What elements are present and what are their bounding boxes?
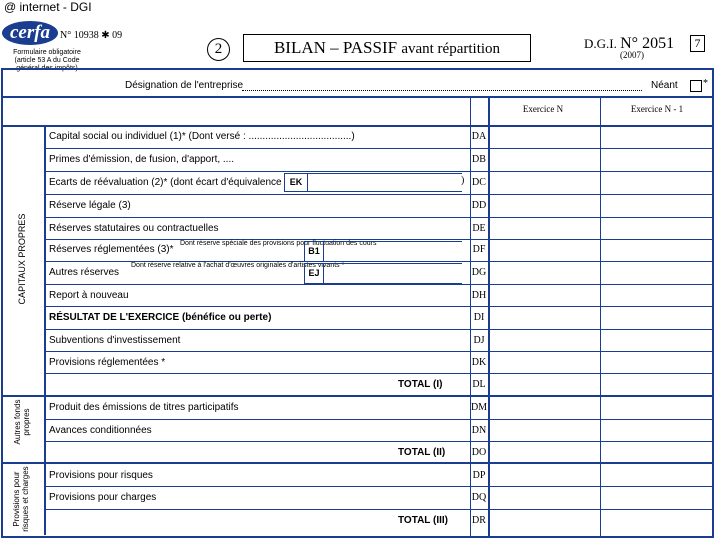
row-label-dm: Produit des émissions de titres participatifs: [49, 402, 239, 413]
code-box-ej: EJ: [304, 263, 324, 284]
ej-field[interactable]: [322, 263, 462, 284]
row-label-dj: Subventions d'investissement: [49, 335, 181, 346]
code-dm: DM: [470, 402, 488, 413]
divider: [1, 96, 714, 98]
divider: [1, 125, 714, 127]
ek-paren: ): [461, 175, 465, 186]
code-dh: DH: [471, 290, 487, 301]
row-line: [44, 217, 714, 218]
neant-label: Néant: [651, 80, 678, 91]
column-exercice-n1: Exercice N - 1: [630, 104, 684, 114]
row-label-da: Capital social ou individuel (1)* (Dont versé : .....................................): [49, 131, 355, 142]
section-separator: [1, 462, 714, 464]
row-line: [44, 171, 714, 172]
row-label-dq: Provisions pour charges: [49, 492, 157, 503]
top-note: @ internet - DGI: [4, 0, 92, 14]
form-box: 7: [690, 35, 705, 52]
row-label-dg: Autres réserves: [49, 267, 120, 278]
code-dc: DC: [472, 177, 486, 188]
row-line: [44, 351, 714, 352]
code-da: DA: [471, 131, 487, 142]
code-di: DI: [473, 312, 485, 323]
section-capitaux: CAPITAUX PROPRES: [17, 213, 27, 305]
df-note: Dont réserve spéciale des provisions pour fluctuation des cours: [180, 240, 377, 247]
title-box: [243, 34, 531, 62]
circle-number: 2: [207, 38, 230, 61]
section-autres-fonds: Autres fonds propres: [13, 399, 31, 445]
code-dl: DL: [472, 379, 486, 390]
designation-label: Désignation de l'entreprise: [125, 80, 244, 91]
column-divider: [600, 96, 601, 536]
row-line: [44, 239, 714, 240]
row-line: [44, 194, 714, 195]
total-ii: TOTAL (II): [398, 447, 446, 458]
cerfa-logo: cerfa: [2, 21, 58, 45]
cerfa-note: Formulaire obligatoire (article 53 A du Code général des impôts): [13, 49, 81, 72]
code-dg: DG: [471, 267, 487, 278]
cerfa-number: N° 10938 ✱ 09: [60, 30, 123, 41]
dg-note: Dont réserve relative à l'achat d'œuvres originales d'artistes vivants *: [131, 262, 345, 269]
row-line: [44, 419, 714, 420]
row-line: [44, 284, 714, 285]
row-label-db: Primes d'émission, de fusion, d'apport, ....: [49, 154, 235, 165]
row-line: [44, 329, 714, 330]
code-do: DO: [471, 447, 487, 458]
title-main: BILAN – PASSIF: [273, 38, 398, 57]
code-db: DB: [472, 154, 486, 165]
row-line: [44, 306, 714, 307]
section-provisions: Provisions pour risques et charges: [12, 466, 30, 532]
row-label-dn: Avances conditionnées: [49, 425, 152, 436]
row-line: [44, 486, 714, 487]
b1-field[interactable]: [322, 241, 462, 262]
code-dn: DN: [471, 425, 487, 436]
row-label-dh: Report à nouveau: [49, 290, 129, 301]
row-label-dc: Ecarts de réévaluation (2)* (dont écart d'équivalence: [49, 177, 282, 188]
title-sub: avant répartition: [401, 41, 501, 57]
code-dp: DP: [472, 470, 486, 481]
row-label-df: Réserves réglementées (3)*: [49, 244, 174, 255]
section-separator: [1, 395, 714, 397]
row-line: [44, 373, 714, 374]
code-dd: DD: [471, 200, 487, 211]
code-de: DE: [472, 223, 486, 234]
row-label-de: Réserves statutaires ou contractuelles: [49, 223, 219, 234]
neant-checkbox[interactable]: [690, 80, 702, 92]
column-divider: [488, 96, 490, 536]
row-label-dp: Provisions pour risques: [49, 470, 153, 481]
dgi-number: N° 2051: [620, 35, 675, 52]
code-df: DF: [472, 244, 486, 255]
code-dk: DK: [471, 357, 487, 368]
code-dj: DJ: [473, 335, 485, 346]
total-i: TOTAL (I): [398, 379, 443, 390]
code-box-ek: EK: [284, 173, 308, 192]
ek-field[interactable]: [306, 173, 465, 192]
code-dq: DQ: [471, 492, 487, 503]
column-exercice-n: Exercice N: [522, 104, 564, 114]
dgi-label: D.G.I.: [584, 36, 617, 51]
row-label-di: RÉSULTAT DE L'EXERCICE (bénéfice ou perte): [49, 312, 272, 323]
total-iii: TOTAL (III): [398, 515, 448, 526]
form-year: (2007): [620, 50, 644, 60]
section-divider: [44, 125, 46, 535]
designation-field[interactable]: [242, 90, 642, 91]
code-dr: DR: [472, 515, 486, 526]
code-box-b1: B1: [304, 241, 324, 262]
row-line: [44, 148, 714, 149]
row-line: [44, 509, 714, 510]
row-label-dk: Provisions réglementées *: [49, 357, 166, 368]
neant-star: *: [703, 78, 708, 89]
row-label-dd: Réserve légale (3): [49, 200, 131, 211]
row-line: [44, 441, 714, 442]
